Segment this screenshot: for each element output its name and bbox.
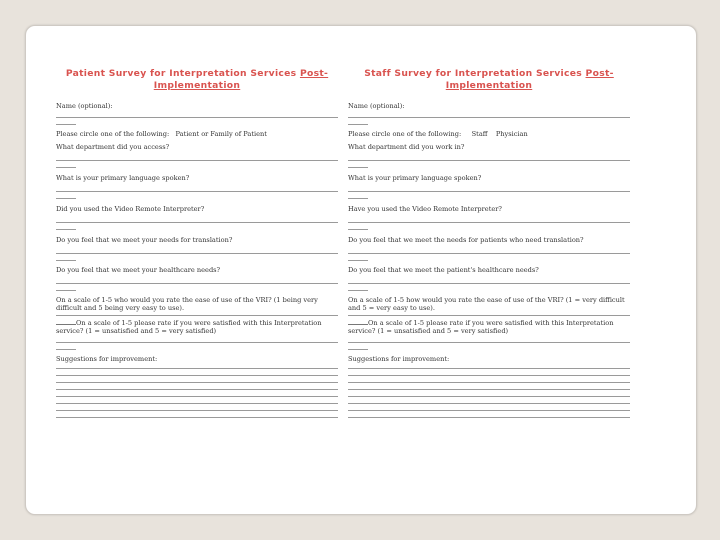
healthcare-question: Do you feel that we meet the patient's healthcare needs? [348, 266, 539, 274]
suggestion-line[interactable] [56, 417, 338, 418]
department-question: What department did you work in? [348, 143, 465, 151]
scale-satisfied-line[interactable] [348, 342, 630, 343]
vri-blank [56, 229, 76, 230]
scale-ease-question: On a scale of 1-5 who would you rate the ease of use of the VRI? (1 being very difficult and 5 being very easy to use). [56, 296, 318, 312]
translation-question: Do you feel that we meet your needs for translation? [56, 236, 233, 244]
name-label: Name (optional): [56, 102, 113, 110]
scale-satisfied-row: On a scale of 1-5 please rate if you were satisfied with this Interpretation service? (1 = unsatisfied and 5 = very satisfied) [56, 319, 322, 335]
suggestion-line[interactable] [348, 389, 630, 390]
department-line[interactable] [56, 160, 338, 161]
scale-ease-line[interactable] [348, 315, 630, 316]
translation-question: Do you feel that we meet the needs for patients who need translation? [348, 236, 584, 244]
scale-satisfied-blank[interactable] [56, 318, 76, 325]
name-line[interactable] [348, 117, 630, 118]
language-question: What is your primary language spoken? [56, 174, 190, 182]
name-label: Name (optional): [348, 102, 405, 110]
suggestion-line[interactable] [348, 396, 630, 397]
suggestion-line[interactable] [348, 375, 630, 376]
department-blank [348, 167, 368, 168]
vri-question: Have you used the Video Remote Interpreter? [348, 205, 502, 213]
suggestion-line[interactable] [348, 382, 630, 383]
suggestion-line[interactable] [56, 396, 338, 397]
healthcare-question: Do you feel that we meet your healthcare needs? [56, 266, 221, 274]
patient-survey [56, 68, 338, 418]
scale-satisfied-blank[interactable] [348, 318, 368, 325]
department-line[interactable] [348, 160, 630, 161]
staff-survey [348, 68, 630, 418]
suggestion-line[interactable] [56, 382, 338, 383]
name-blank [348, 124, 368, 125]
scale-satisfied-line[interactable] [56, 342, 338, 343]
scale-satisfied-stub [348, 349, 368, 350]
scale-ease-line[interactable] [56, 315, 338, 316]
circle-one-row: Please circle one of the following: Staff Physician [348, 130, 528, 138]
suggestion-line[interactable] [56, 410, 338, 411]
suggestions-label: Suggestions for improvement: [56, 355, 158, 363]
suggestions-lines[interactable] [348, 368, 630, 418]
suggestion-line[interactable] [56, 368, 338, 369]
scale-satisfied-row: On a scale of 1-5 please rate if you were satisfied with this Interpretation service? (1 = unsatisfied and 5 = very satisfied) [348, 319, 614, 335]
vri-line[interactable] [56, 222, 338, 223]
translation-blank [348, 260, 368, 261]
patient-survey-title: Patient Survey for Interpretation Services Post-Implementation [65, 68, 329, 91]
suggestion-line[interactable] [56, 403, 338, 404]
suggestion-line[interactable] [348, 368, 630, 369]
department-question: What department did you access? [56, 143, 170, 151]
name-line[interactable] [56, 117, 338, 118]
suggestions-label: Suggestions for improvement: [348, 355, 450, 363]
scale-ease-question: On a scale of 1-5 how would you rate the ease of use of the VRI? (1 = very difficult and 5 = very easy to use). [348, 296, 625, 312]
language-blank [56, 198, 76, 199]
language-line[interactable] [348, 191, 630, 192]
vri-line[interactable] [348, 222, 630, 223]
translation-line[interactable] [56, 253, 338, 254]
healthcare-blank [56, 290, 76, 291]
circle-options[interactable]: Staff Physician [471, 130, 528, 138]
scale-satisfied-stub [56, 349, 76, 350]
vri-question: Did you used the Video Remote Interpreter? [56, 205, 205, 213]
suggestion-line[interactable] [348, 403, 630, 404]
translation-line[interactable] [348, 253, 630, 254]
healthcare-line[interactable] [348, 283, 630, 284]
department-blank [56, 167, 76, 168]
suggestions-lines[interactable] [56, 368, 338, 418]
language-line[interactable] [56, 191, 338, 192]
translation-blank [56, 260, 76, 261]
circle-options[interactable]: Patient or Family of Patient [175, 130, 267, 138]
suggestion-line[interactable] [348, 410, 630, 411]
staff-survey-title: Staff Survey for Interpretation Services Post-Implementation [364, 68, 614, 91]
healthcare-blank [348, 290, 368, 291]
healthcare-line[interactable] [56, 283, 338, 284]
suggestion-line[interactable] [56, 375, 338, 376]
language-question: What is your primary language spoken? [348, 174, 482, 182]
language-blank [348, 198, 368, 199]
circle-one-row: Please circle one of the following: Patient or Family of Patient [56, 130, 267, 138]
vri-blank [348, 229, 368, 230]
slide [25, 25, 697, 515]
name-blank [56, 124, 76, 125]
suggestion-line[interactable] [348, 417, 630, 418]
suggestion-line[interactable] [56, 389, 338, 390]
